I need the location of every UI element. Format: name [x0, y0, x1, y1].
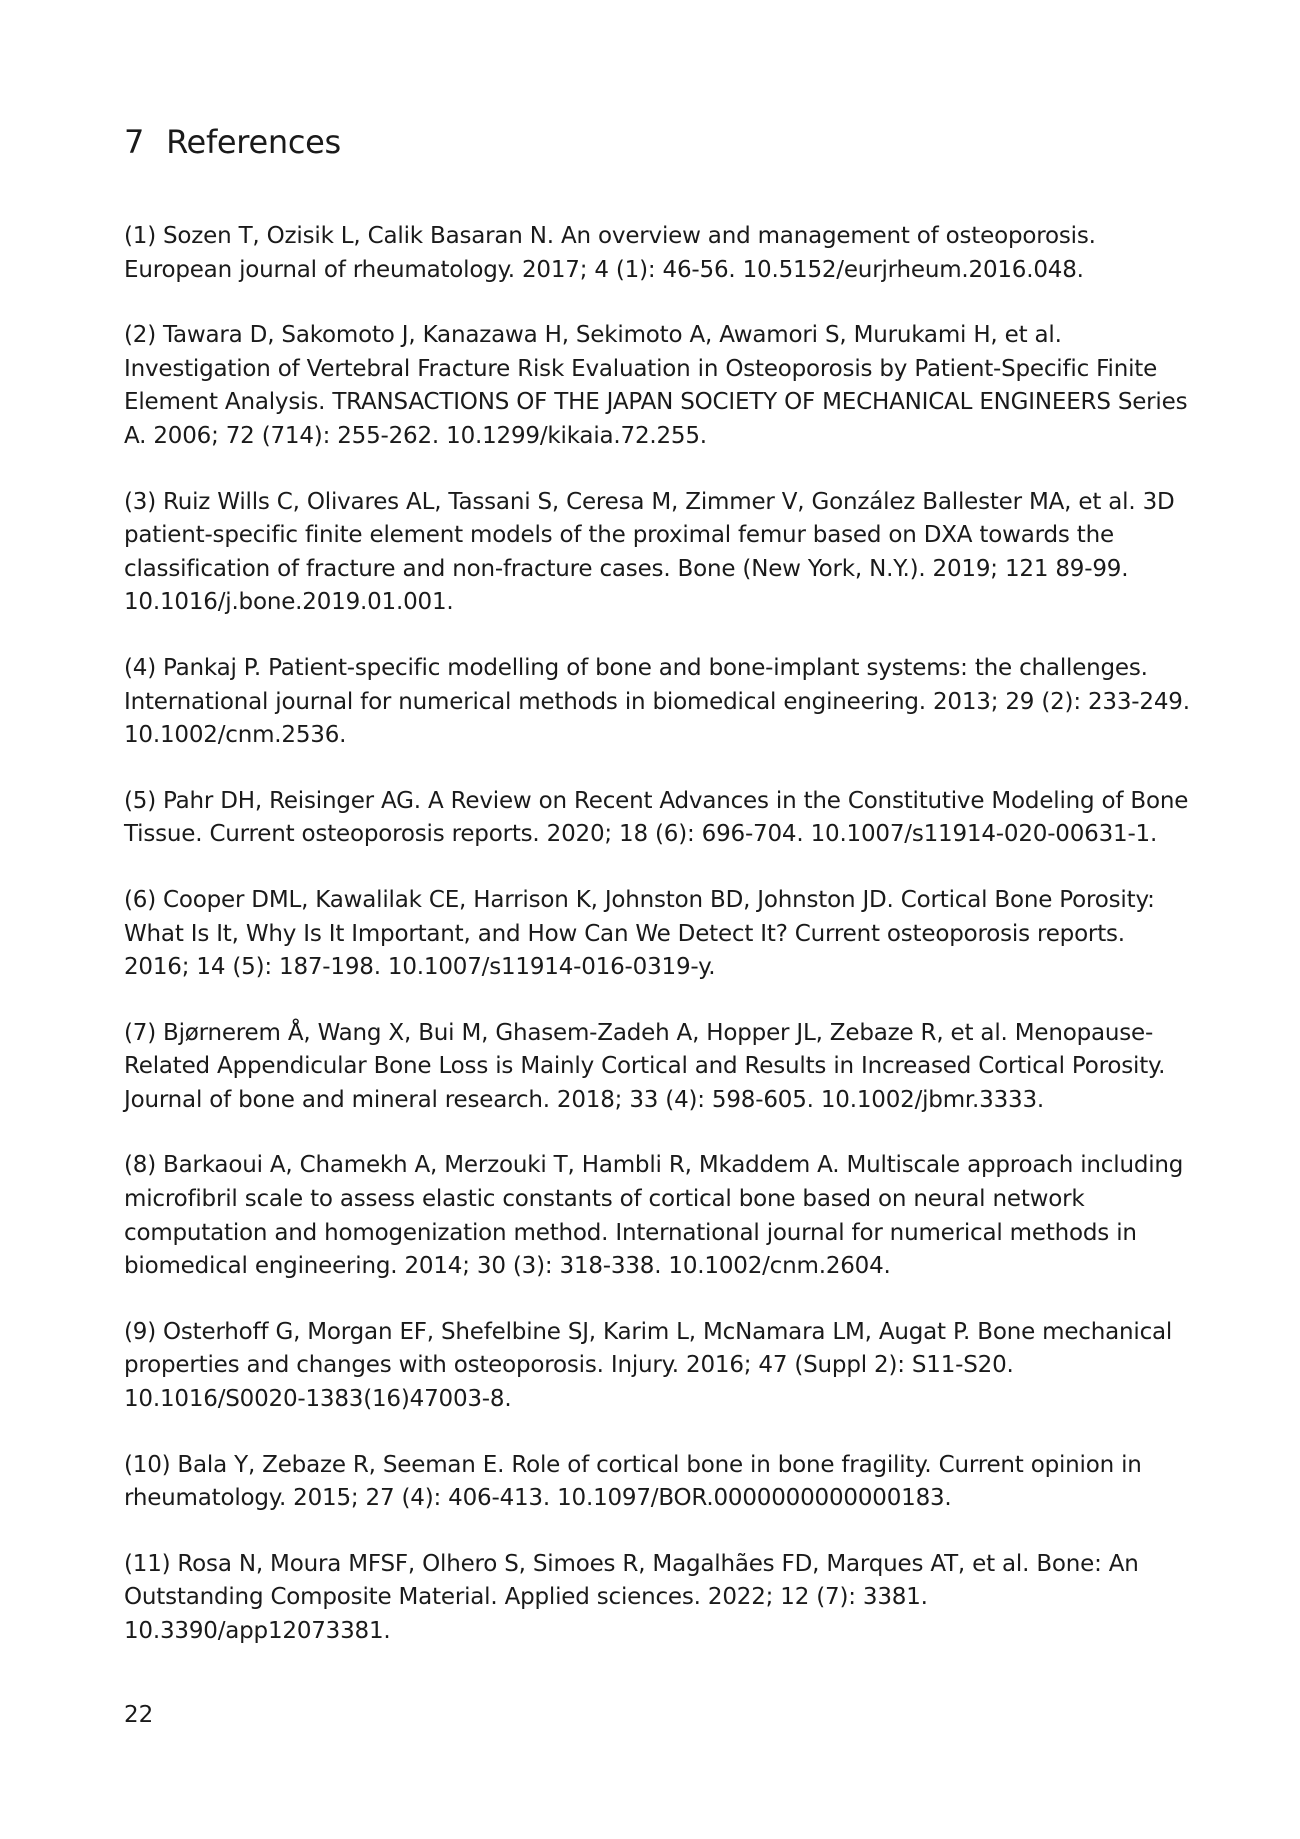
- reference-item: [124, 1548, 1194, 1649]
- reference-item: [124, 220, 1194, 287]
- reference-number: (5): [124, 787, 156, 814]
- reference-item: [124, 1449, 1194, 1516]
- page-number: 22: [124, 1702, 154, 1728]
- reference-number: (6): [124, 886, 156, 913]
- reference-number: (9): [124, 1318, 156, 1345]
- reference-text: Bala Y, Zebaze R, Seeman E. Role of cortical bone in bone fragility. Current opinion in rheumatology. 2015; 27 (4): 406-413. 10.1097/BOR.0000000000000183.: [124, 1451, 1142, 1512]
- reference-number: (8): [124, 1152, 156, 1179]
- section-heading: [124, 122, 341, 162]
- reference-item: [124, 486, 1194, 620]
- reference-text: Osterhoff G, Morgan EF, Shefelbine SJ, Karim L, McNamara LM, Augat P. Bone mechanical properties and changes with osteoporosis. Injury. 2016; 47 (Suppl 2): S11-S20. 10.1016/S0020-1383(16)47003-8.: [124, 1318, 1173, 1413]
- reference-text: Pahr DH, Reisinger AG. A Review on Recent Advances in the Constitutive Modeling of Bone Tissue. Current osteoporosis reports. 2020; 18 (6): 696-704. 10.1007/s11914-020-00631-1.: [124, 787, 1189, 848]
- reference-list: [124, 220, 1194, 1681]
- reference-number: (11): [124, 1550, 171, 1577]
- reference-number: (4): [124, 654, 156, 681]
- reference-item: [124, 652, 1194, 753]
- reference-text: Bjørnerem Å, Wang X, Bui M, Ghasem-Zadeh A, Hopper JL, Zebaze R, et al. Menopause-Related Appendicular Bone Loss is Mainly Cortical and Results in Increased Cortical Porosity. Journal of bone and mineral research. 2018; 33 (4): 598-605. 10.1002/jbmr.3333.: [124, 1019, 1166, 1113]
- reference-text: Cooper DML, Kawalilak CE, Harrison K, Johnston BD, Johnston JD. Cortical Bone Porosity: What Is It, Why Is It Important, and How Can We Detect It? Current osteoporosis reports. 2016; 14 (5): 187-198. 10.1007/s11914-016-0319-y.: [124, 886, 1155, 981]
- reference-text: Pankaj P. Patient-specific modelling of bone and bone-implant systems: the challenges. International journal for numerical methods in biomedical engineering. 2013; 29 (2): 233-249. 10.1002/cnm.2536.: [124, 654, 1190, 749]
- reference-item: [124, 884, 1194, 985]
- reference-item: [124, 1316, 1194, 1417]
- section-title: References: [166, 123, 341, 161]
- reference-text: Barkaoui A, Chamekh A, Merzouki T, Hambli R, Mkaddem A. Multiscale approach including microfibril scale to assess elastic constants of cortical bone based on neural network computation and homogenization method. International journal for numerical methods in biomedical engineering. 2014; 30 (3): 318-338. 10.1002/cnm.2604.: [124, 1152, 1184, 1280]
- reference-text: Sozen T, Ozisik L, Calik Basaran N. An overview and management of osteoporosis. European journal of rheumatology. 2017; 4 (1): 46-56. 10.5152/eurjrheum.2016.048.: [124, 223, 1096, 283]
- reference-item: [124, 1017, 1194, 1118]
- reference-number: (10): [124, 1451, 171, 1478]
- reference-number: (2): [124, 322, 156, 349]
- reference-number: (3): [124, 488, 156, 515]
- reference-item: [124, 1149, 1194, 1283]
- reference-number: (7): [124, 1019, 156, 1046]
- section-number: 7: [124, 123, 145, 161]
- reference-item: [124, 785, 1194, 852]
- reference-item: [124, 319, 1194, 453]
- reference-text: Rosa N, Moura MFSF, Olhero S, Simoes R, Magalhães FD, Marques AT, et al. Bone: An Outstanding Composite Material. Applied sciences. 2022; 12 (7): 3381. 10.3390/app12073381.: [124, 1550, 1139, 1644]
- reference-number: (1): [124, 223, 156, 249]
- reference-text: Tawara D, Sakomoto J, Kanazawa H, Sekimoto A, Awamori S, Murukami H, et al. Investigation of Vertebral Fracture Risk Evaluation in Osteoporosis by Patient-Specific Finite Element Analysis. TRANSACTIONS OF THE JAPAN SOCIETY OF MECHANICAL ENGINEERS Series A. 2006; 72 (714): 255-262. 10.1299/kikaia.72.255.: [124, 322, 1188, 449]
- reference-text: Ruiz Wills C, Olivares AL, Tassani S, Ceresa M, Zimmer V, González Ballester MA, et al. 3D patient-specific finite element models of the proximal femur based on DXA towards the classification of fracture and non-fracture cases. Bone (New York, N.Y.). 2019; 121 89-99. 10.1016/j.bone.2019.01.001.: [124, 488, 1175, 616]
